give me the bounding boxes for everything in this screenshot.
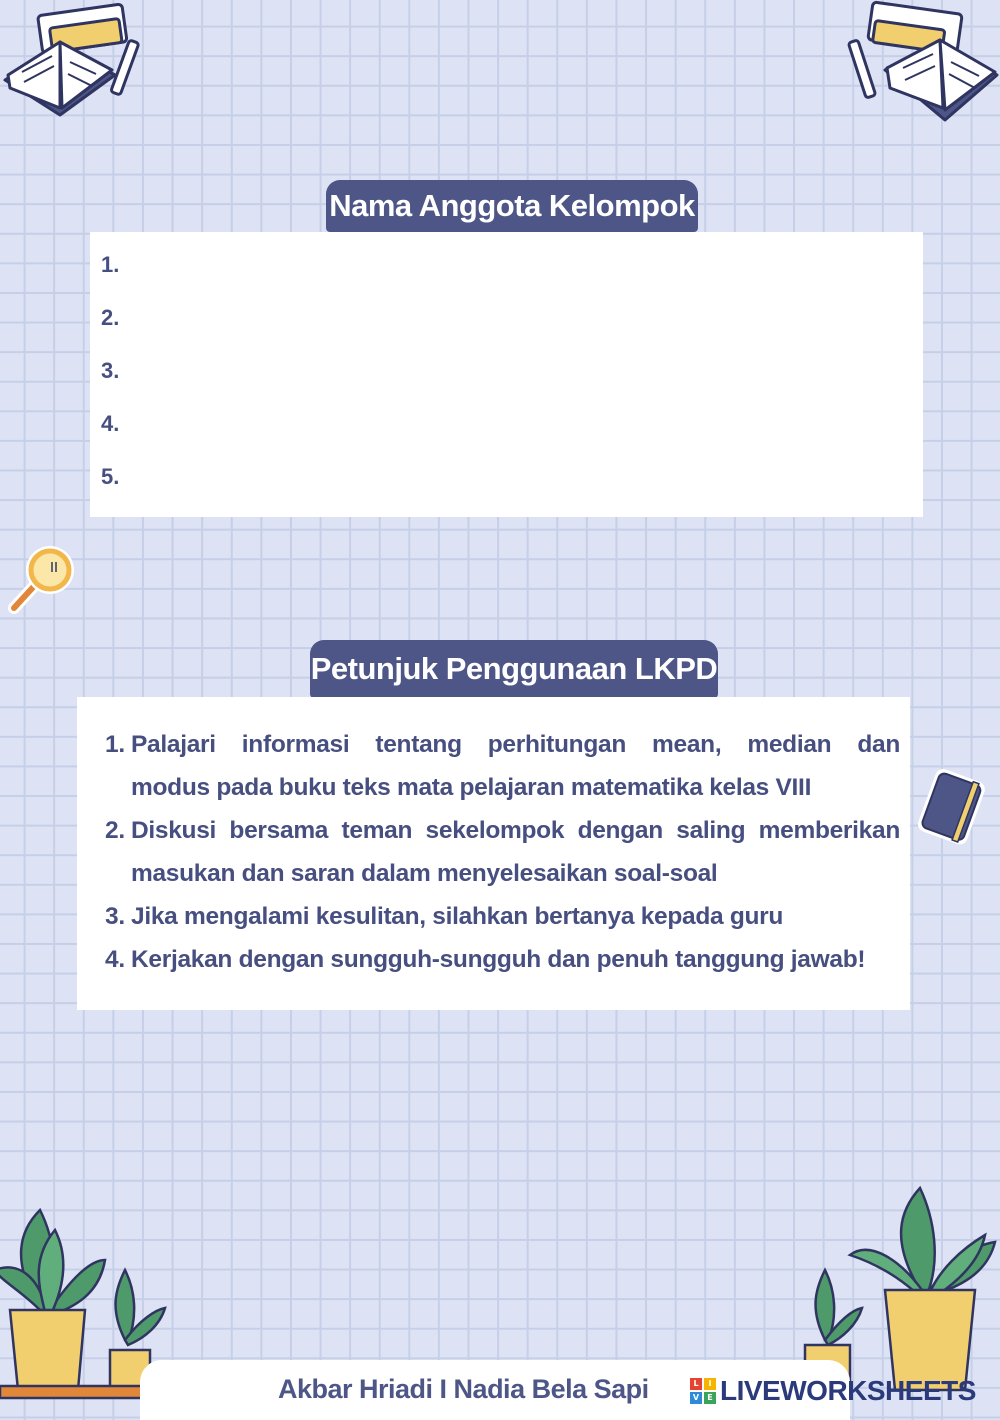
liveworksheets-logo[interactable] — [690, 1376, 976, 1406]
notebook-icon — [915, 768, 990, 848]
instruction-item — [105, 809, 900, 895]
member-number: 4. — [101, 411, 120, 436]
members-title: Nama Anggota Kelompok — [326, 180, 698, 232]
logo-letter: L — [690, 1378, 702, 1390]
instruction-index: 2. — [105, 817, 125, 844]
liveworksheets-logo-icon — [690, 1378, 716, 1404]
members-card — [90, 232, 923, 517]
instruction-line: modus pada buku teks mata pelajaran matematika kelas VIII — [131, 774, 812, 801]
liveworksheets-watermark: LIVEWORKSHEETS — [720, 1375, 976, 1406]
open-book-icon — [845, 0, 1000, 145]
logo-letter: E — [704, 1392, 716, 1404]
instruction-line: Kerjakan dengan sungguh-sungguh dan penuh tanggung jawab! — [131, 946, 866, 973]
logo-letter: I — [704, 1378, 716, 1390]
member-number: 5. — [101, 464, 120, 489]
instruction-line: Diskusi bersama teman sekelompok dengan saling memberikan — [131, 817, 900, 844]
open-book-icon — [0, 0, 150, 140]
instruction-item — [105, 723, 900, 809]
instruction-index: 4. — [105, 946, 125, 973]
instruction-line: masukan dan saran dalam menyelesaikan soal-soal — [131, 860, 718, 887]
instruction-item — [105, 895, 900, 938]
footer-authors: Akbar Hriadi I Nadia Bela Sapi — [278, 1374, 649, 1404]
instruction-index: 3. — [105, 903, 125, 930]
instructions-list — [105, 723, 900, 981]
instructions-title: Petunjuk Penggunaan LKPD — [310, 640, 718, 698]
member-number: 1. — [101, 252, 120, 277]
logo-letter: V — [690, 1392, 702, 1404]
instruction-line: Jika mengalami kesulitan, silahkan bertanya kepada guru — [131, 903, 784, 930]
instructions-card — [77, 697, 910, 1010]
member-number: 2. — [101, 305, 120, 330]
magnifier-icon — [6, 542, 78, 614]
instruction-index: 1. — [105, 731, 125, 758]
instruction-item — [105, 938, 900, 981]
instruction-line: Palajari informasi tentang perhitungan mean, median dan — [131, 731, 900, 758]
member-number: 3. — [101, 358, 120, 383]
